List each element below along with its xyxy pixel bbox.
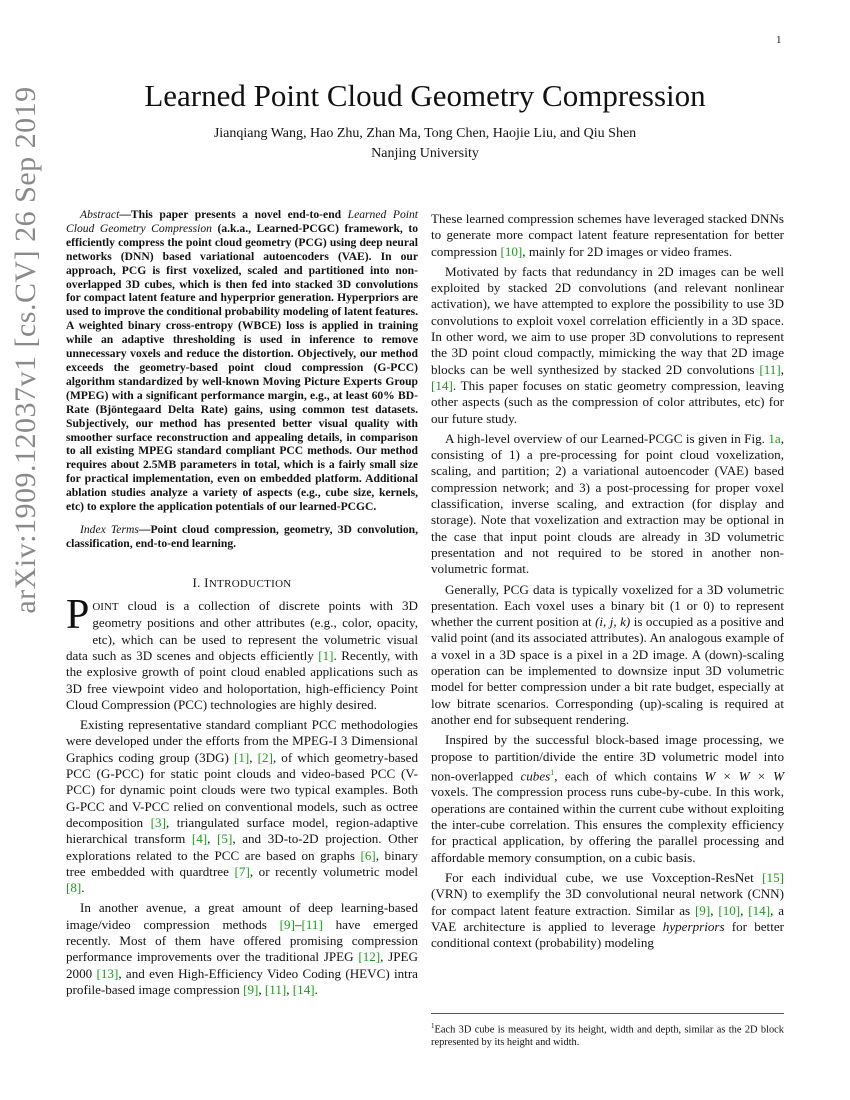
text: , of which geometry-based PCC (G-PCC) for static point clouds and video-based PCC (V-PCC) for dynamic point clouds were two typical examples. Both G-PCC and V-PCC relied on conventional models, such as octree decomposition: [66, 749, 419, 830]
right-paragraph-3: [431, 431, 784, 578]
text: , and 3D-to-2D projection. Other explorations related to the PCC are based on graphs: [66, 831, 418, 863]
right-paragraph-2: [431, 264, 784, 427]
section-heading-introduction: [66, 575, 418, 592]
section-initial: I: [204, 574, 209, 590]
section-number: I.: [192, 574, 205, 590]
citation-link[interactable]: [14]: [748, 902, 771, 918]
text: , JPEG 2000: [66, 949, 418, 981]
citation-link[interactable]: [14]: [292, 981, 315, 997]
citation-link[interactable]: [4]: [191, 831, 208, 847]
text: Inspired by the successful block-based image processing, we propose to partition/divide the entire 3D volumetric model into non-overlapped: [431, 732, 784, 784]
text: for better conditional context (probability) modeling: [431, 918, 784, 951]
citation-link[interactable]: [11]: [301, 916, 323, 932]
citation-link[interactable]: [3]: [150, 814, 166, 830]
text: Motivated by facts that redundancy in 2D images can be well exploited by stacked 2D convolutions (and relevant nonlinear activation), we have attempted to explore the possibility to use 3D convolutions to exploit voxel correlation efficiently in a 3D space. In other word, we aim to use proper 3D convolutions to represent the 3D point cloud compactly, mimicking the way that 2D image blocks can be well synthesized by stacked 2D convolutions: [431, 263, 784, 377]
text: voxels. The compression process runs cube-by-cube. In this work, operations are contained within the current cube without exploiting the inter-cube correlation. This ensures the complexity efficiency for practical application, by offering the parallel processing and affordable memory consumption, on a cubic basis.: [431, 784, 784, 865]
citation-link[interactable]: [5]: [217, 831, 233, 847]
text: , a VAE architecture is applied to leverage: [431, 902, 785, 934]
math-cube-size: W × W × W: [704, 768, 784, 784]
citation-link[interactable]: [1]: [318, 647, 334, 663]
text: ,: [249, 749, 258, 765]
intro-paragraph-1: [66, 592, 418, 713]
method-name: Learned Point Cloud Geometry Compression: [66, 208, 418, 235]
text: A high-level overview of our Learned-PCGC is given in Fig.: [445, 430, 769, 446]
arxiv-identifier-stamp: arXiv:1909.12037v1 [cs.CV] 26 Sep 2019: [9, 86, 42, 614]
text: For each individual cube, we use Voxception-ResNet: [445, 869, 763, 885]
footnote-number: 1: [431, 1022, 435, 1030]
cubes-term: cubes: [520, 768, 551, 784]
text: ,: [780, 361, 784, 377]
citation-link[interactable]: [10]: [500, 243, 523, 259]
text: ,: [710, 902, 719, 918]
text: Existing representative standard compliant PCC methodologies were developed under the efforts from the MPEG-I 3 Dimensional Graphics coding group (3DG): [66, 717, 418, 765]
footnote-text: Each 3D cube is measured by its height, width and depth, similar as the 2D block represented by its height and width.: [431, 1024, 784, 1048]
citation-link[interactable]: [8]: [66, 880, 82, 896]
right-paragraph-4: [431, 582, 784, 729]
left-column: [66, 208, 418, 998]
right-paragraph-5: [431, 732, 784, 866]
text: , binary tree embedded with quardtree: [66, 847, 418, 879]
citation-link[interactable]: [1]: [234, 749, 250, 765]
intro-paragraph-2: [66, 717, 418, 896]
text: ,: [740, 902, 749, 918]
index-terms-label: Index Terms: [80, 522, 139, 536]
intro-paragraph-3: [66, 900, 418, 998]
citation-link[interactable]: [9]: [243, 981, 259, 997]
index-terms: [66, 523, 418, 551]
citation-link[interactable]: [9]: [694, 902, 711, 918]
text: , consisting of 1) a pre-processing for point cloud voxelization, scaling, and partition; 2) a variational autoencoder (VAE) based compression network; and 3) a post-processing for proper voxel classification, inverse scaling, and extraction (for display and storage). Note that voxelization and extraction may be optional in the case that input point clouds are already in 3D volumetric presentation and not required to be stored in another non-volumetric format.: [431, 430, 784, 577]
figure-link[interactable]: 1a: [768, 430, 781, 446]
text: .: [314, 981, 318, 997]
citation-link[interactable]: [2]: [257, 749, 273, 765]
right-column: [431, 211, 784, 951]
right-paragraph-1: [431, 211, 784, 260]
footnote: [431, 1013, 784, 1049]
text: ,: [286, 981, 293, 997]
drop-cap: P: [66, 592, 90, 639]
text: cloud is a collection of discrete points with 3D geometry positions and other attributes (e.g., color, opacity, etc), which can be used to represent the volumetric visual data such as 3D scenes and objects efficiently: [66, 598, 418, 663]
citation-link[interactable]: [11]: [264, 981, 287, 997]
text: , triangulated surface model, region-adaptive hierarchical transform: [66, 814, 418, 847]
citation-link[interactable]: [12]: [358, 949, 381, 965]
abstract-lead: —This paper presents a novel end-to-end: [119, 208, 348, 221]
text: . This paper focuses on static geometry compression, leaving other aspects (such as the compression of color attributes, etc) for our future study.: [431, 377, 784, 426]
hyperpriors-term: hyperpriors: [662, 918, 725, 934]
footnote-mark[interactable]: 1: [550, 767, 555, 777]
text: (VRN) to exemplify the 3D convolutional neural network (CNN) for compact latent feature extraction. Similar as: [431, 886, 784, 918]
text: is occupied as a positive and valid point (and its associated attributes). An analogous example of a voxel in a 3D space is a pixel in a 2D image. A (down)-scaling operation can be implemented to downsize input 3D volumetric model for better compression under a bit rate budget, especially at low bitrate scenarios. Corresponding (up)-scaling is required at another end for subsequent rendering.: [431, 614, 784, 727]
page-number: 1: [776, 34, 782, 46]
section-title-rest: NTRODUCTION: [208, 577, 292, 590]
abstract-label: Abstract: [80, 208, 120, 221]
text: ,: [207, 831, 218, 847]
math-coordinates: (i, j, k): [595, 614, 631, 630]
text: .: [81, 880, 85, 896]
text: In another avenue, a great amount of deep learning-based image/video compression methods: [66, 900, 418, 932]
text: –: [294, 916, 302, 932]
text: , or recently volumetric model: [249, 863, 418, 879]
citation-link[interactable]: [14]: [431, 377, 453, 393]
text: have emerged recently. Most of them have offered promising compression performance improvements over the traditional JPEG: [66, 916, 418, 965]
lead-caps: OINT: [92, 601, 119, 614]
citation-link[interactable]: [6]: [360, 847, 376, 863]
citation-link[interactable]: [15]: [762, 869, 784, 885]
text: Generally, PCG data is typically voxelized for a 3D volumetric presentation. Each voxel uses a binary bit (1 or 0) to represent whether the current position at: [431, 581, 784, 630]
citation-link[interactable]: [9]: [279, 916, 295, 932]
abstract: [66, 208, 418, 514]
text: These learned compression schemes have leveraged stacked DNNs to generate more compact latent feature representation for better compression: [431, 211, 784, 259]
index-terms-text: —Point cloud compression, geometry, 3D convolution, classification, end-to-end learning.: [66, 522, 418, 550]
author-list: Jianqiang Wang, Hao Zhu, Zhan Ma, Tong Chen, Haojie Liu, and Qiu Shen: [213, 126, 637, 141]
paper-title: Learned Point Cloud Geometry Compression: [144, 78, 706, 113]
text: , mainly for 2D images or video frames.: [522, 243, 733, 259]
citation-link[interactable]: [11]: [759, 361, 781, 377]
right-paragraph-6: [431, 870, 784, 951]
citation-link[interactable]: [13]: [96, 965, 119, 981]
text: ,: [258, 981, 265, 997]
citation-link[interactable]: [7]: [234, 863, 250, 879]
abstract-body: (a.k.a., Learned-PCGC) framework, to efficiently compress the point cloud geometry (PCG) using deep neural networks (DNN) based variational autoencoders (VAE). In our approach, PCG is first voxelized, scaled and partitioned into non-overlapped 3D cubes, which is then fed into stacked 3D convolutions for compact latent feature and hyperprior generation. Hyperpriors are used to improve the conditional probability modeling of latent features. A weighted binary cross-entropy (WBCE) loss is applied in training while an adaptive thresholding is used in inference to remove unnecessary voxels and reduce the distortion. Objectively, our method exceeds the geometry-based point cloud compression (G-PCC) algorithm standardized by well-known Moving Picture Experts Group (MPEG) with a significant performance margin, e.g., at least 60% BD-Rate (Bjöntegaard Delta Rate) gains, using common test datasets. Subjectively, our method has presented better visual quality with smoother surface reconstruction and appealing details, in comparison to all existing MPEG standard compliant PCC methods. Our method requires about 2.5MB parameters in total, which is a fairly small size for practical implementation, even on embedded platform. Additional ablation studies analyze a variety of aspects (e.g., cube size, kernels, etc) to explore the application potentials of our learned-PCGC.: [66, 221, 418, 514]
citation-link[interactable]: [10]: [718, 902, 741, 918]
affiliation: Nanjing University: [371, 146, 479, 161]
text: , each of which contains: [554, 768, 705, 784]
text: . Recently, with the explosive growth of point cloud enabled applications such as 3D free viewpoint video and holoportation, high-efficiency Point Cloud Compression (PCC) technologies are highly desired.: [66, 647, 418, 712]
text: , and even High-Efficiency Video Coding (HEVC) intra profile-based image compression: [66, 965, 418, 997]
